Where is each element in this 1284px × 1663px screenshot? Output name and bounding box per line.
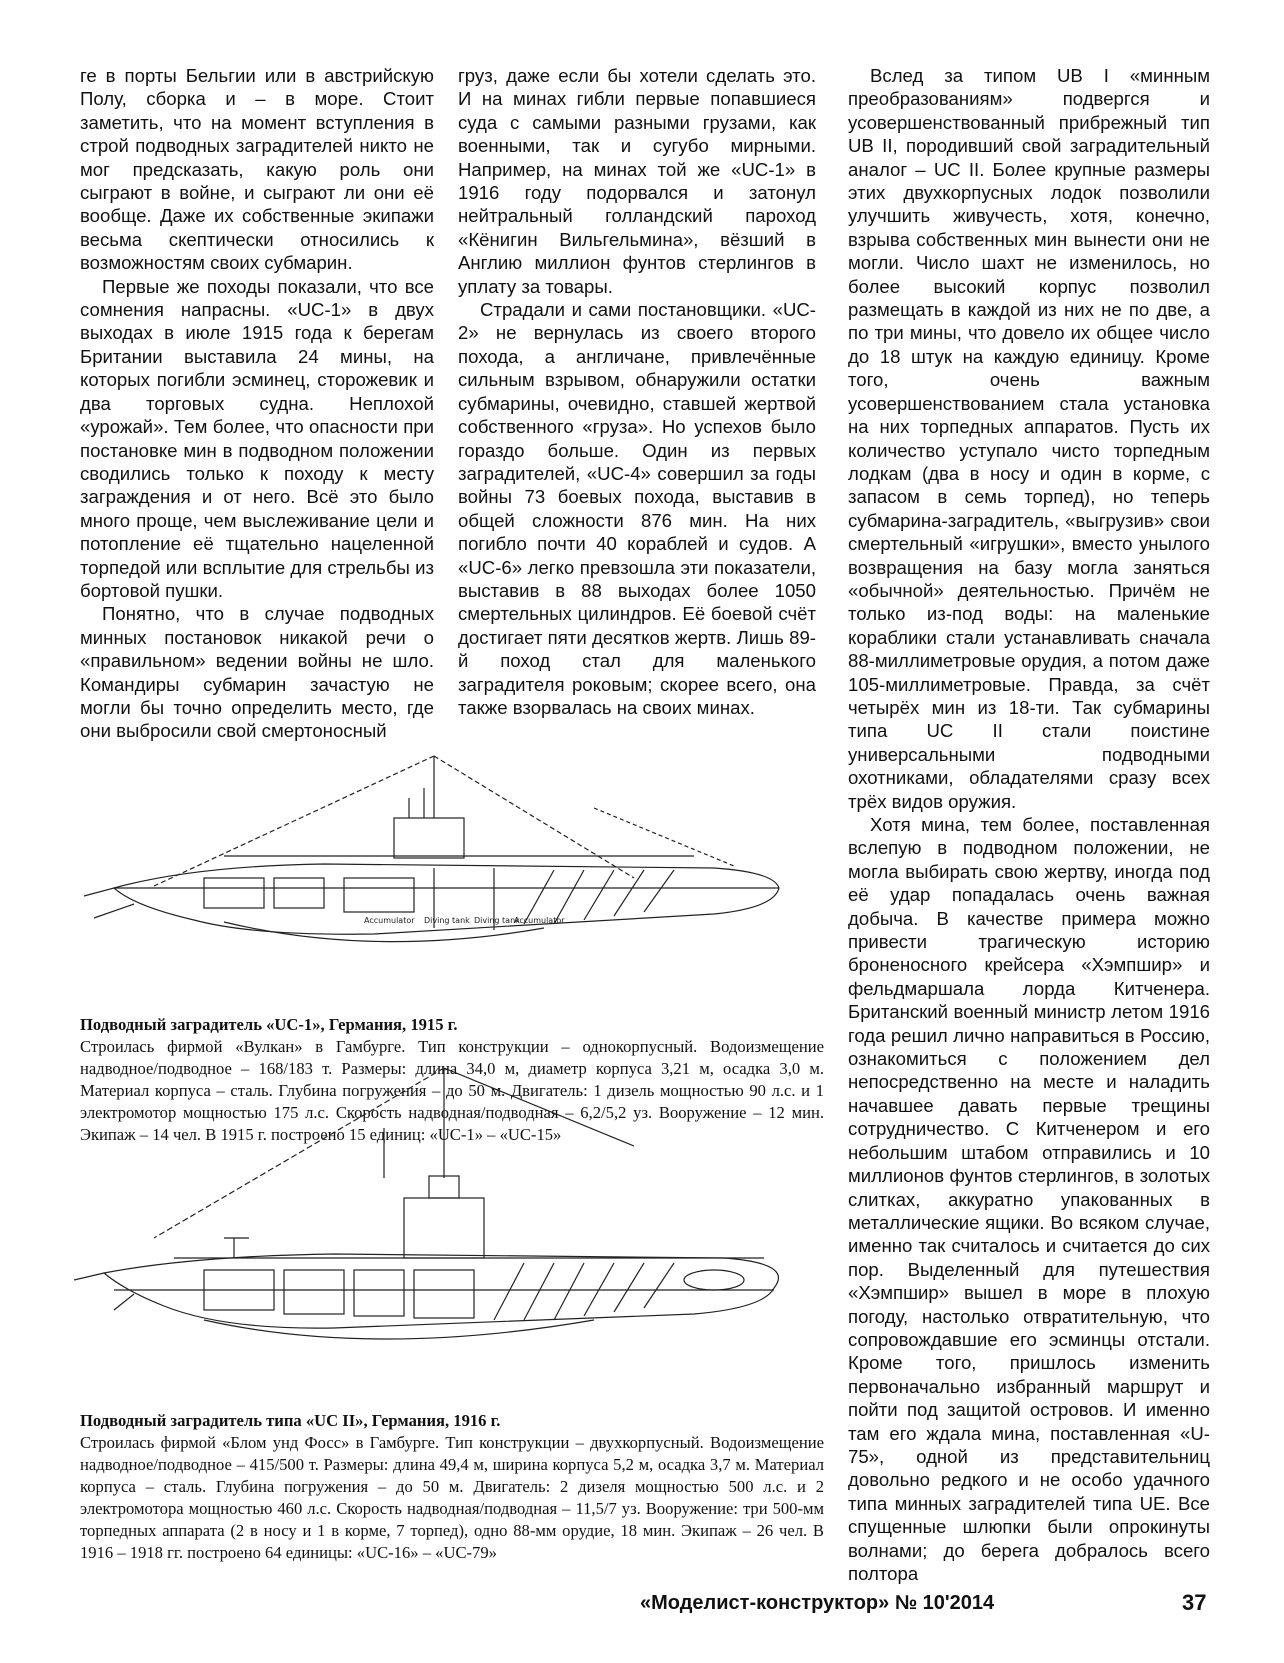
- paragraph: Понятно, что в случае подводных минных постановок никакой речи о «правильном» ведении войны не шло. Командиры субмарин зачастую не могли бы точно определить место, где они выбросили свой смертоносный: [80, 603, 434, 742]
- magazine-footer: «Моделист-конструктор» № 10'2014: [640, 1592, 995, 1614]
- compartment-label: Diving tank: [474, 916, 520, 925]
- uc1-submarine-drawing: [74, 738, 824, 1002]
- figure1-text: Строилась фирмой «Вулкан» в Гамбурге. Тип конструкции – однокорпусный. Водоизмещение надводное/подводное – 168/183 т. Размеры: длина 34,0 м, диаметр корпуса 3,21 м, осадка 3,0 м. Материал корпуса – сталь. Глубина погружения – до 50 м. Двигатель: 1 дизель мощностью 90 л.с. и 1 электромотор мощностью 175 л.с. Скорость надводная/подводная – 6,2/5,2 уз. Вооружение – 12 мин. Экипаж – 14 чел. В 1915 г. построено 15 единиц: «UC-1» – «UC-15»: [80, 1037, 824, 1144]
- figure2-caption: [80, 1410, 824, 1564]
- paragraph: Вслед за типом UB I «минным преобразованиям» подвергся и усовершенствованный прибрежный тип UB II, породивший свой заградительный аналог – UC II. Более крупные размеры этих двухкорпусных лодок позволили улучшить живучесть, хотя, конечно, взрыва собственных мин вынести они не могли. Число шахт не изменилось, но более высокий корпус позволил размещать в каждой из них не по две, а по три мины, что довело их общее число до 18 штук на каждую единицу. Кроме того, очень важным усовершенствованием стала установка на них торпедных аппаратов. Пусть их количество уступало чисто торпедным лодкам (два в носу и один в корме, с запасом в семь торпед), но теперь субмарина-заградитель, «выгрузив» свои смертельный «игрушки», вместо унылого возвращения на базу могла заняться «обычной» деятельностью. Причём не только из-под воды: на маленькие кораблики стали устанавливать сначала 88-миллиметровые орудия, а потом даже 105-миллиметровые. Правда, за счёт четырёх мин из 18-ти. Так субмарины типа UC II стали поистине универсальными подводными охотниками, обладателями сразу всех трёх видов оружия.: [848, 65, 1210, 812]
- text-column-3: [848, 64, 1210, 1585]
- paragraph: Хотя мина, тем более, поставленная вслепую в подводном положении, не могла выбирать свою жертву, иногда под её удар попадалась очень важная добыча. В качестве примера можно привести трагическую историю броненосного крейсера «Хэмпшир» и фельдмаршала лорда Китченера. Британский военный министр летом 1916 года решил лично направиться в Россию, ознакомиться с положением дел непосредственно на месте и наладить начавшее давать первые трещины сотрудничество. С Китченером и его небольшим штабом отправились и 10 миллионов фунтов стерлингов, в золотых слитках, аккуратно упакованных в металлические ящики. Во всяком случае, именно так считалось и считается до сих пор. Выделенный для путешествия «Хэмпшир» вышел в море в плохую погоду, настолько отвратительную, что сопровождавшие его эсминцы отстали. Кроме того, пришлось изменить первоначально избранный маршрут и пойти под защитой островов. И именно там его ждала мина, поставленная «U-75», одной из представительниц довольно редкого и не особо удачного типа минных заградителей типа UE. Все спущенные шлюпки были опрокинуты волнами; до берега добралось всего полтора: [848, 814, 1210, 1584]
- paragraph: Страдали и сами постановщики. «UC-2» не вернулась из своего второго похода, а англичане, привлечённые сильным взрывом, обнаружили остатки субмарины, очевидно, ставшей жертвой собственного «груза». Но успехов было гораздо больше. Один из первых заградителей, «UC-4» совершил за годы войны 73 боевых похода, выставив в общей сложности 876 мин. На них погибло почти 40 кораблей и судов. А «UC-6» легко превзошла эти показатели, выставив в 88 выходах более 1050 смертельных цилиндров. Её боевой счёт достигает пяти десятков жертв. Лишь 89-й поход стал для маленького заградителя роковым; скорее всего, она также взорвалась на своих минах.: [458, 299, 816, 718]
- figure1-title: Подводный заградитель «UC-1», Германия, 1915 г.: [80, 1015, 458, 1034]
- uc2-submarine-drawing: [74, 1058, 824, 1404]
- paragraph: ге в порты Бельгии или в австрийскую Полу, сборка и – в море. Стоит заметить, что на момент вступления в строй подводных заградителей никто не мог предсказать, какую роль они сыграют в войне, и сыграют ли они её вообще. Даже их собственные экипажи весьма скептически относились к возможностям своих субмарин.: [80, 65, 434, 274]
- compartment-label: Accumulator: [364, 916, 415, 925]
- page-number: 37: [1182, 1590, 1207, 1615]
- text-column-2: [458, 64, 816, 719]
- text-column-1: [80, 64, 434, 743]
- paragraph: груз, даже если бы хотели сделать это. И на минах гибли первые попавшиеся суда с самыми разными грузами, как военными, так и сугубо мирными. Например, на минах той же «UC-1» в 1916 году подорвался и затонул нейтральный голландский пароход «Кёнигин Вильгельмина», вёзший в Англию миллион фунтов стерлингов в уплату за товары.: [458, 65, 816, 297]
- paragraph: Первые же походы показали, что все сомнения напрасны. «UC-1» в двух выходах в июле 1915 года к берегам Британии выставила 24 мины, на которых погибли эсминец, сторожевик и два торговых судна. Неплохой «урожай». Тем более, что опасности при постановке мин в подводном положении сводились только к походу к месту заграждения и от него. Всё это было много проще, чем выслеживание цели и потопление её тщательно нацеленной торпедой или всплытие для стрельбы из бортовой пушки.: [80, 275, 434, 601]
- figure2-title: Подводный заградитель типа «UC II», Германия, 1916 г.: [80, 1411, 501, 1430]
- figure2-text: Строилась фирмой «Блом унд Фосс» в Гамбурге. Тип конструкции – двухкорпусный. Водоизмещение надводное/подводное – 415/500 т. Размеры: длина 49,4 м, ширина корпуса 5,2 м, осадка 3,7 м. Материал корпуса – сталь. Глубина погружения – до 50 м. Двигатель: 2 дизеля мощностью 500 л.с. и 2 электромотора мощностью 460 л.с. Скорость надводная/подводная – 11,5/7 уз. Вооружение: три 500-мм торпедных аппарата (2 в носу и 1 в корме, 7 торпед), одно 88-мм орудие, 18 мин. Экипаж – 26 чел. В 1916 – 1918 гг. построено 64 единицы: «UC-16» – «UC-79»: [80, 1433, 824, 1562]
- compartment-label: Accumulator: [514, 916, 565, 925]
- compartment-label: Diving tank: [424, 916, 470, 925]
